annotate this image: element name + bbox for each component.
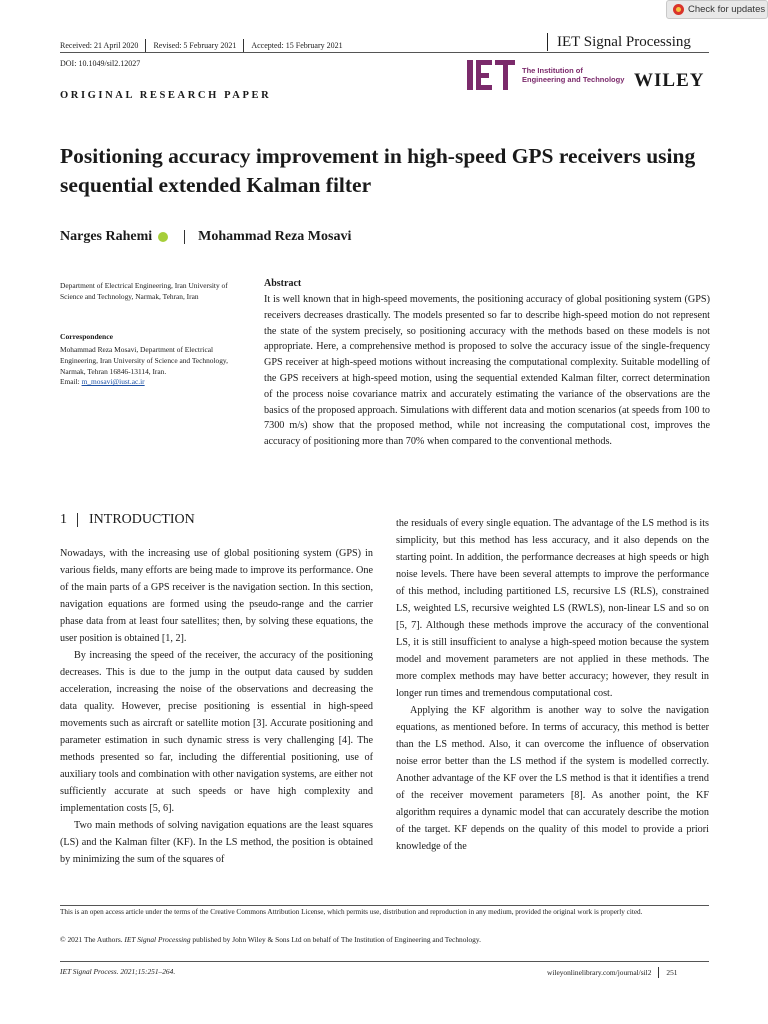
- journal-url[interactable]: wileyonlinelibrary.com/journal/sil2: [547, 968, 652, 977]
- paragraph: By increasing the speed of the receiver, the accuracy of the positioning decreases. This is due to the jump in the output data caused by sudden acceleration, increasing the noise of the observations and decreasing the data quality. However, precise positioning is essential in high-speed movements such as aircraft or satellite motion [3]. Accurate positioning and parameter estimation in such dynamic stress is very challenging [4]. The methods presented so far, including the differential positioning, use of auxiliary tools and combination with other navigation systems, are either not sufficiently accurate at such speeds or have high complexity and implementation costs [5, 6].: [60, 650, 373, 814]
- page-footer-right: [547, 967, 678, 978]
- correspondence-heading: Correspondence: [60, 332, 114, 341]
- abstract-text: It is well known that in high-speed movements, the positioning accuracy of global positioning system (GPS) receivers decreases drastically. The models presented so far to describe high-speed motion do not represent the state of the system precisely, so positioning accuracy with the methods based on these models is not appropriate. Here, a comprehensive method is proposed to solve the accuracy issue of the single-frequency GPS receiver at high-speed motions without increasing the computational complexity. Suitable modelling of the GPS receivers at high-speed motion, using the sequential extended Kalman filter, correct determination of the process noise covariance matrix and accurately estimating the variance of the observations are the basics of the proposed approach. Simulations with different data and motion scenarios (at speeds from 100 to 7300 m/s) show that the proposed method, while not increasing the computational cost, improves the accuracy of positioning more than 70% when compared to the conventional methods.: [264, 294, 710, 448]
- affiliation: Department of Electrical Engineering, Iran University of Science and Technology, Narmak, Tehran, Iran: [60, 281, 228, 301]
- paragraph: the residuals of every single equation. The advantage of the LS method is its simplicity, but this method has less accuracy, and it also depends on the starting point. In addition, the performance decreases at high speeds or high noise levels. There have been several attempts to improve the performance of this method, including partitioned LS, recursive LS (RLS), constrained LS, weighted LS, recursive weighted LS (RWLS), non-linear LS and so on [5, 7]. Although these methods improve the accuracy of the conventional LS, it is still insufficient to analyse a high-speed motion because the system model and movement parameters are not applied in these methods. The more complex methods may have better accuracy; however, they result in longer run times and tremendous computational cost.: [396, 518, 709, 699]
- orcid-icon[interactable]: [158, 232, 168, 242]
- check-for-updates-label: Check for updates: [688, 4, 766, 15]
- author-list: [60, 229, 351, 245]
- correspondence: Mohammad Reza Mosavi, Department of Electrical Engineering, Iran University of Science and Technology, Narmak, Tehran 16846-13114, Iran. Email: m_mosavi@iust.ac.ir: [60, 345, 228, 387]
- iet-logo-mark: [467, 60, 515, 90]
- article-type: ORIGINAL RESEARCH PAPER: [60, 90, 272, 101]
- wiley-logo: WILEY: [634, 70, 705, 91]
- paragraph: Nowadays, with the increasing use of global positioning system (GPS) in various fields, many efforts are being made to improve its performance. One of the main parts of a GPS receiver is the navigation section. In this section, navigation equations are formed using the pseudo-range and the carrier phase data from at least four satellites; then, by solving these equations, the user position is obtained [1, 2].: [60, 548, 373, 644]
- paragraph: Applying the KF algorithm is another way to solve the navigation equations, as mentioned before. In terms of accuracy, this method is better than the LS method. Also, it can overcome the influence of observation noise error better than the LS method if the system is modelled correctly. Another advantage of the KF over the LS method is that it identifies a trend of the receiver movement parameters [8]. As another point, the KF algorithm requires a dynamic model that can accurately describe the motion of the target. KF depends on the quality of this model to provide a priori knowledge of the: [396, 705, 709, 852]
- paragraph: Two main methods of solving navigation equations are the least squares (LS) and the Kalman filter (KF). In the LS method, the position is obtained by minimizing the sum of the squares of: [60, 820, 373, 865]
- iet-logo: [467, 60, 624, 90]
- journal-name: IET Signal Processing: [547, 33, 691, 51]
- abstract-heading: Abstract: [264, 278, 302, 289]
- article-dates: [60, 39, 343, 52]
- author-name[interactable]: Narges Rahemi: [60, 229, 153, 244]
- crossmark-icon: [673, 4, 684, 15]
- body-column-left: [60, 545, 373, 868]
- section-heading: 1 INTRODUCTION: [60, 512, 195, 527]
- paper-title: Positioning accuracy improvement in high-speed GPS receivers using sequential extended Kalman filter: [60, 144, 696, 197]
- received-date: Received: 21 April 2020: [60, 41, 139, 50]
- footer-rule-2: [60, 961, 709, 962]
- header-rule: [60, 52, 709, 53]
- check-for-updates-button[interactable]: [666, 0, 768, 19]
- revised-date: Revised: 5 February 2021: [153, 41, 237, 50]
- license-note: This is an open access article under the terms of the Creative Commons Attribution License, which permits use, distribution and reproduction in any medium, provided the original work is properly cited.: [60, 908, 643, 916]
- author-name[interactable]: Mohammad Reza Mosavi: [198, 229, 352, 244]
- doi[interactable]: DOI: 10.1049/sil2.12027: [60, 59, 141, 68]
- body-column-right: [396, 515, 709, 855]
- iet-logo-text: The Institution of Engineering and Technology: [522, 66, 625, 84]
- citation: IET Signal Process. 2021;15:251–264.: [60, 967, 176, 976]
- copyright-note: © 2021 The Authors. IET Signal Processing published by John Wiley & Sons Ltd on behalf of The Institution of Engineering and Technology.: [60, 935, 481, 944]
- accepted-date: Accepted: 15 February 2021: [251, 41, 343, 50]
- footer-rule: [60, 905, 709, 906]
- email-link[interactable]: m_mosavi@iust.ac.ir: [81, 377, 145, 387]
- page-number: 251: [666, 968, 678, 977]
